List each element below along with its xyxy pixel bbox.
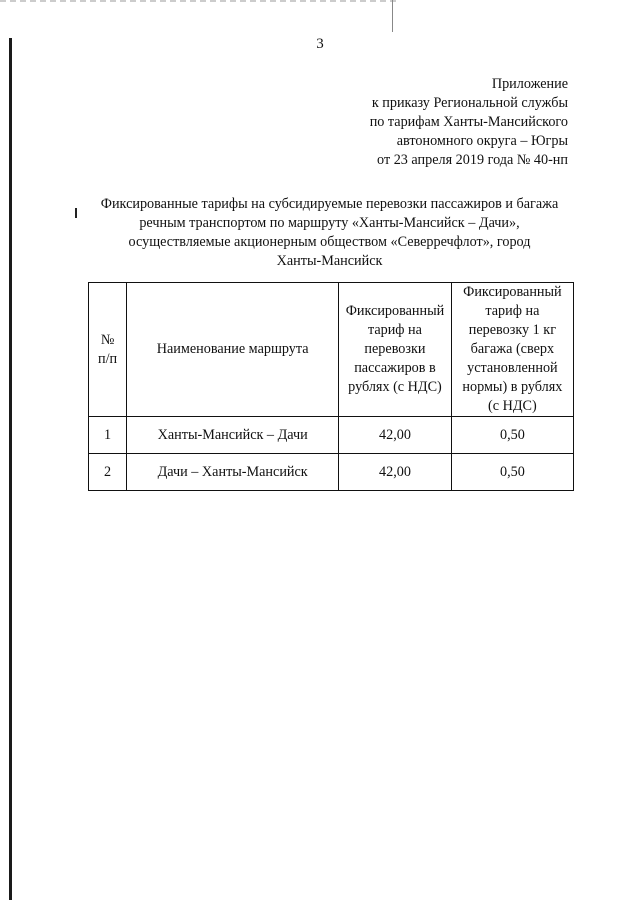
cell-passenger-tariff: 42,00 <box>339 417 452 454</box>
appendix-line: автономного округа – Югры <box>396 133 568 149</box>
cell-number: 2 <box>89 454 127 491</box>
scan-artifact-left-bar <box>9 38 12 900</box>
appendix-line: по тарифам Ханты-Мансийского <box>369 114 568 130</box>
appendix-line: к приказу Региональной службы <box>371 95 568 111</box>
appendix-line: Приложение <box>491 76 568 92</box>
scan-artifact-vertical <box>392 0 393 32</box>
header-number: № п/п <box>89 283 127 417</box>
header-route-name: Наименование маршрута <box>127 283 339 417</box>
appendix-block <box>268 75 568 170</box>
cell-route: Ханты-Мансийск – Дачи <box>127 417 339 454</box>
appendix-line: от 23 апреля 2019 года № 40-нп <box>377 152 568 168</box>
cell-number: 1 <box>89 417 127 454</box>
cell-baggage-tariff: 0,50 <box>451 454 573 491</box>
cell-route: Дачи – Ханты-Мансийск <box>127 454 339 491</box>
title-line: осуществляемые акционерным обществом «Северречфлот», город <box>128 234 531 250</box>
table-header-row <box>89 283 574 417</box>
cell-baggage-tariff: 0,50 <box>451 417 573 454</box>
scan-artifact-top <box>0 0 400 2</box>
title-line: Ханты-Мансийск <box>276 253 383 269</box>
page-number: 3 <box>316 36 324 52</box>
title-line: речным транспортом по маршруту «Ханты-Мансийск – Дачи», <box>139 215 520 231</box>
cell-passenger-tariff: 42,00 <box>339 454 452 491</box>
table-row <box>89 417 574 454</box>
header-baggage-tariff: Фиксированный тариф на перевозку 1 кг багажа (сверх установленной нормы) в рублях (с НДС) <box>451 283 573 417</box>
table-row <box>89 454 574 491</box>
title-line: Фиксированные тарифы на субсидируемые перевозки пассажиров и багажа <box>100 196 559 212</box>
header-passenger-tariff: Фиксированный тариф на перевозки пассажиров в рублях (с НДС) <box>339 283 452 417</box>
tariff-table <box>88 282 574 491</box>
document-title <box>72 195 587 271</box>
